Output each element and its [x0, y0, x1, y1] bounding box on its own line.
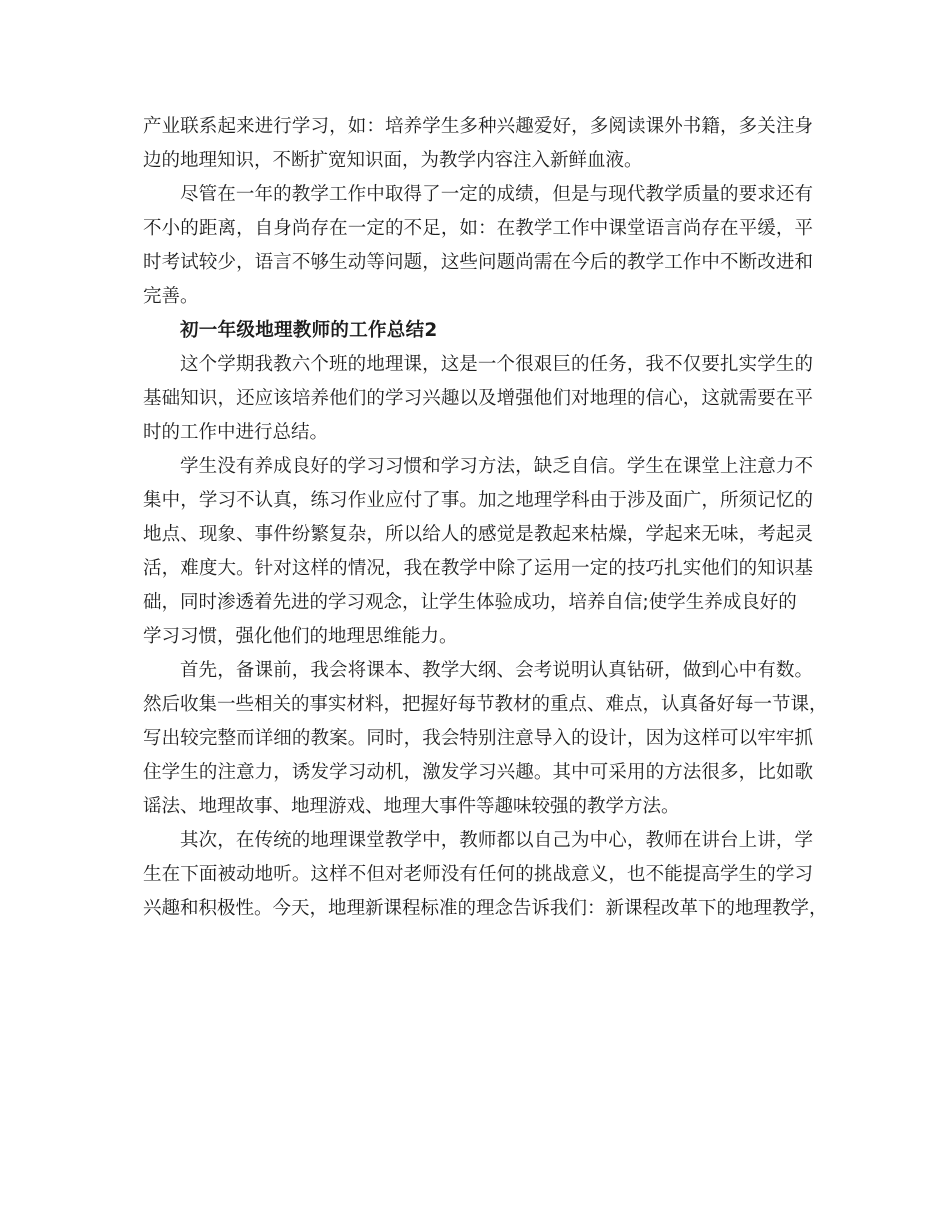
text-line: 基础知识，还应该培养他们的学习兴趣以及增强他们对地理的信心，这就需要在平: [143, 388, 813, 409]
text-line: 集中，学习不认真，练习作业应付了事。加之地理学科由于涉及面广，所须记忆的: [143, 490, 813, 511]
text-line: 边的地理知识，不断扩宽知识面，为教学内容注入新鲜血液。: [143, 150, 643, 171]
text-line: 础，同时渗透着先进的学习观念，让学生体验成功，培养自信;使学生养成良好的: [143, 592, 797, 613]
text-line: 住学生的注意力，诱发学习动机，激发学习兴趣。其中可采用的方法很多，比如歌: [143, 762, 813, 783]
text-line: 产业联系起来进行学习，如：培养学生多种兴趣爱好，多阅读课外书籍，多关注身: [143, 116, 813, 137]
text-line: 时的工作中进行总结。: [143, 422, 329, 443]
document-body: [143, 110, 828, 926]
text-line: 地点、现象、事件纷繁复杂，所以给人的感觉是教起来枯燥，学起来无味，考起灵: [143, 524, 813, 545]
text-line: 学习习惯，强化他们的地理思维能力。: [143, 626, 458, 647]
text-line: 写出较完整而详细的教案。同时，我会特别注意导入的设计，因为这样可以牢牢抓: [143, 728, 813, 749]
text-line: 生在下面被动地听。这样不但对老师没有任何的挑战意义，也不能提高学生的学习: [143, 864, 813, 885]
text-line: 活，难度大。针对这样的情况，我在教学中除了运用一定的技巧扎实他们的知识基: [143, 558, 813, 579]
section-heading: 初一年级地理教师的工作总结2: [180, 320, 438, 341]
text-line: 兴趣和积极性。今天，地理新课程标准的理念告诉我们：新课程改革下的地理教学，: [143, 898, 828, 919]
text-line: 时考试较少，语言不够生动等问题，这些问题尚需在今后的教学工作中不断改进和: [143, 252, 813, 273]
text-line: 这个学期我教六个班的地理课，这是一个很艰巨的任务，我不仅要扎实学生的: [180, 354, 813, 375]
text-line: 谣法、地理故事、地理游戏、地理大事件等趣味较强的教学方法。: [143, 796, 680, 817]
text-line: 学生没有养成良好的学习习惯和学习方法，缺乏自信。学生在课堂上注意力不: [180, 456, 813, 477]
text-line: 不小的距离，自身尚存在一定的不足，如：在教学工作中课堂语言尚存在平缓，平: [143, 218, 813, 239]
text-line: 首先，备课前，我会将课本、教学大纲、会考说明认真钻研，做到心中有数。: [180, 660, 813, 681]
text-line: 完善。: [143, 286, 199, 307]
text-line: 然后收集一些相关的事实材料，把握好每节教材的重点、难点，认真备好每一节课，: [143, 694, 828, 715]
text-line: 其次，在传统的地理课堂教学中，教师都以自己为中心，教师在讲台上讲，学: [180, 830, 813, 851]
text-line: 尽管在一年的教学工作中取得了一定的成绩，但是与现代教学质量的要求还有: [180, 184, 813, 205]
